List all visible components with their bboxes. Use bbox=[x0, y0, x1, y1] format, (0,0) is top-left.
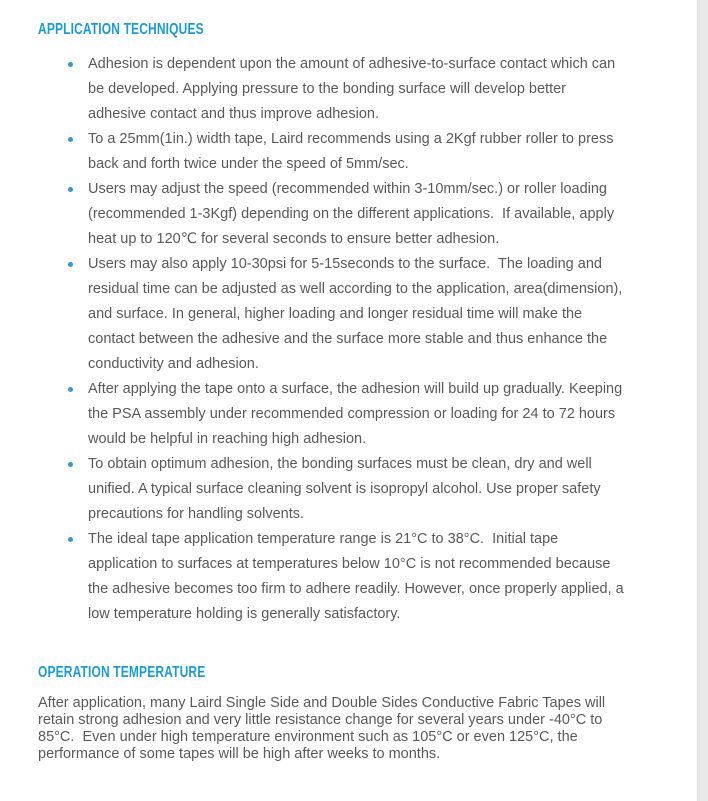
bullet-text: Users may also apply 10-30psi for 5-15seconds to the surface. The loading and residual time can be adjusted as well according to the application, area(dimension), and surface. In general, higher loading and longer residual time will make the contact between the adhesive and the surface more stable and thus enhance the conductivity and adhesion. bbox=[88, 256, 627, 372]
application-techniques-bullet-list bbox=[88, 52, 628, 627]
bullet-text: Users may adjust the speed (recommended within 3-10mm/sec.) or roller loading (recommended 1-3Kgf) depending on the different applications. If available, apply heat up to 120℃ for several seconds to ensure better adhesion. bbox=[88, 181, 619, 247]
bullet-icon bbox=[68, 262, 73, 267]
bullet-text: After applying the tape onto a surface, the adhesion will build up gradually. Keeping the PSA assembly under recommended compression or loading for 24 to 72 hours would be helpful in reaching high adhesion. bbox=[88, 381, 627, 447]
bullet-text: To obtain optimum adhesion, the bonding surfaces must be clean, dry and well unified. A typical surface cleaning solvent is isopropyl alcohol. Use proper safety precautions for handling solvents. bbox=[88, 456, 605, 522]
bullet-item bbox=[88, 177, 628, 252]
application-techniques-heading bbox=[38, 21, 638, 38]
page-content bbox=[38, 21, 638, 763]
bullet-item bbox=[88, 527, 628, 627]
bullet-item bbox=[88, 377, 628, 452]
bullet-item bbox=[88, 452, 628, 527]
bullet-item bbox=[88, 127, 628, 177]
bullet-icon bbox=[68, 187, 73, 192]
operation-temperature-heading bbox=[38, 664, 638, 681]
operation-temperature-paragraph: After application, many Laird Single Side and Double Sides Conductive Fabric Tapes will retain strong adhesion and very little resistance change for several years under -40°C to 85°C. Even under high temperature environment such as 105°C or even 125°C, the performance of some tapes will be high after weeks to months. bbox=[38, 695, 610, 762]
application-techniques-heading-text: APPLICATION TECHNIQUES bbox=[38, 21, 204, 38]
bullet-text: The ideal tape application temperature range is 21°C to 38°C. Initial tape application to surfaces at temperatures below 10°C is not recommended because the adhesive becomes too firm to adhere readily. However, once properly applied, a low temperature holding is generally satisfactory. bbox=[88, 531, 628, 622]
bullet-text: To a 25mm(1in.) width tape, Laird recommends using a 2Kgf rubber roller to press back and forth twice under the speed of 5mm/sec. bbox=[88, 131, 618, 172]
operation-temperature-heading-text: OPERATION TEMPERATURE bbox=[38, 664, 206, 681]
bullet-item bbox=[88, 52, 628, 127]
bullet-text: Adhesion is dependent upon the amount of adhesive-to-surface contact which can be developed. Applying pressure to the bonding surface will develop better adhesive contact and thus improve adhesion. bbox=[88, 56, 620, 122]
bullet-icon bbox=[68, 462, 73, 467]
page-edge bbox=[697, 0, 708, 801]
bullet-icon bbox=[68, 62, 73, 67]
bullet-icon bbox=[68, 537, 73, 542]
bullet-icon bbox=[68, 387, 73, 392]
section-operation-temperature bbox=[38, 664, 638, 763]
section-application-techniques bbox=[38, 21, 638, 627]
bullet-icon bbox=[68, 137, 73, 142]
bullet-item bbox=[88, 252, 628, 377]
